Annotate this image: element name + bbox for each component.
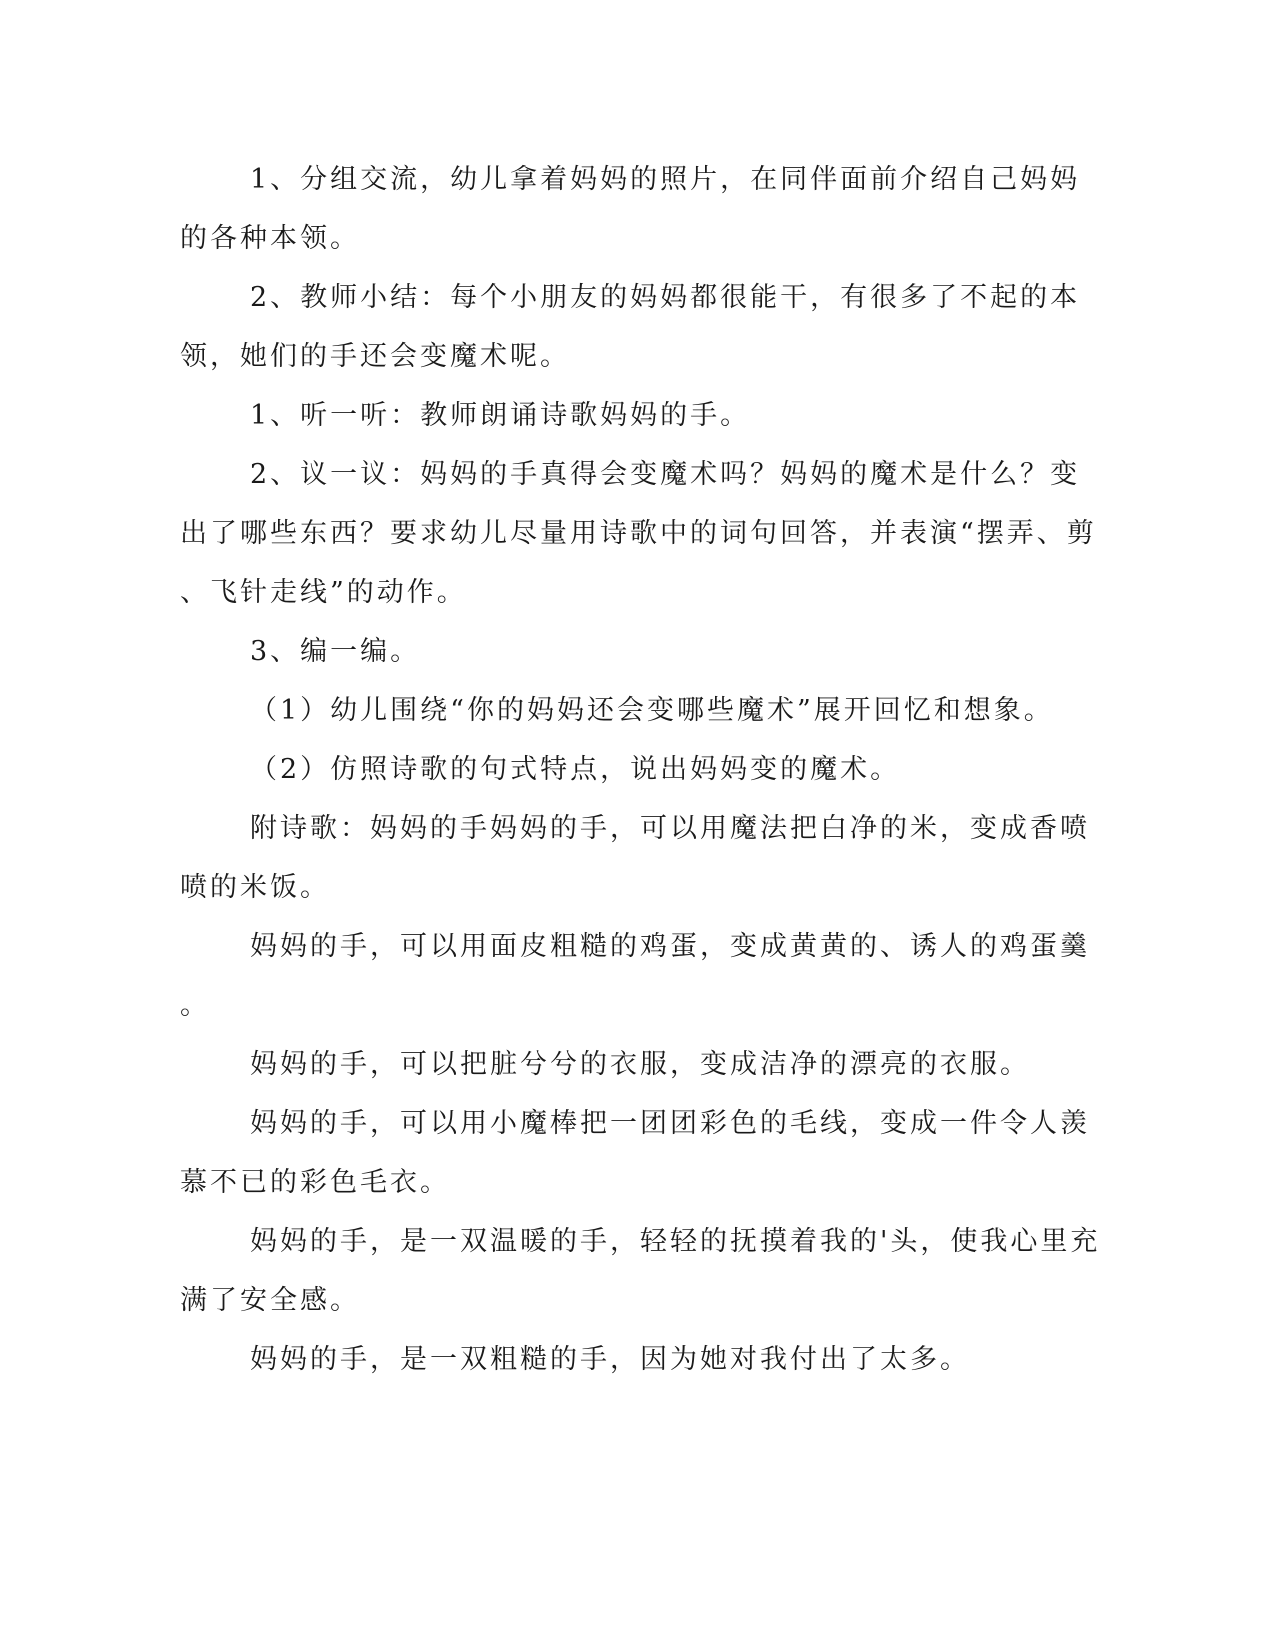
text-line-18: 慕不已的彩色毛衣。 (180, 1167, 450, 1198)
text-line-10: （1）幼儿围绕“你的妈妈还会变哪些魔术”展开回忆和想象。 (250, 695, 1054, 726)
text-line-6: 2、议一议：妈妈的手真得会变魔术吗？妈妈的魔术是什么？变 (250, 459, 1081, 490)
text-line-2: 的各种本领。 (180, 223, 360, 254)
text-line-16: 妈妈的手，可以把脏兮兮的衣服，变成洁净的漂亮的衣服。 (250, 1049, 1030, 1080)
text-line-5: 1、听一听：教师朗诵诗歌妈妈的手。 (250, 400, 751, 431)
text-line-21: 妈妈的手，是一双粗糙的手，因为她对我付出了太多。 (250, 1344, 970, 1375)
text-line-13: 喷的米饭。 (180, 872, 330, 903)
text-line-3: 2、教师小结：每个小朋友的妈妈都很能干，有很多了不起的本 (250, 282, 1081, 313)
text-line-1: 1、分组交流，幼儿拿着妈妈的照片，在同伴面前介绍自己妈妈 (250, 164, 1081, 195)
text-line-8: 、飞针走线”的动作。 (180, 577, 467, 608)
text-line-19: 妈妈的手，是一双温暖的手，轻轻的抚摸着我的'头，使我心里充 (250, 1226, 1101, 1257)
text-line-17: 妈妈的手，可以用小魔棒把一团团彩色的毛线，变成一件令人羡 (250, 1108, 1090, 1139)
text-line-14: 妈妈的手，可以用面皮粗糙的鸡蛋，变成黄黄的、诱人的鸡蛋羹 (250, 931, 1090, 962)
text-line-12: 附诗歌：妈妈的手妈妈的手，可以用魔法把白净的米，变成香喷 (250, 813, 1090, 844)
text-line-4: 领，她们的手还会变魔术呢。 (180, 341, 570, 372)
text-line-20: 满了安全感。 (180, 1285, 360, 1316)
text-line-9: 3、编一编。 (250, 636, 421, 667)
text-line-11: （2）仿照诗歌的句式特点，说出妈妈变的魔术。 (250, 754, 901, 785)
text-line-15: 。 (180, 990, 210, 1021)
text-line-7: 出了哪些东西？要求幼儿尽量用诗歌中的词句回答，并表演“摆弄、剪 (180, 518, 1097, 549)
